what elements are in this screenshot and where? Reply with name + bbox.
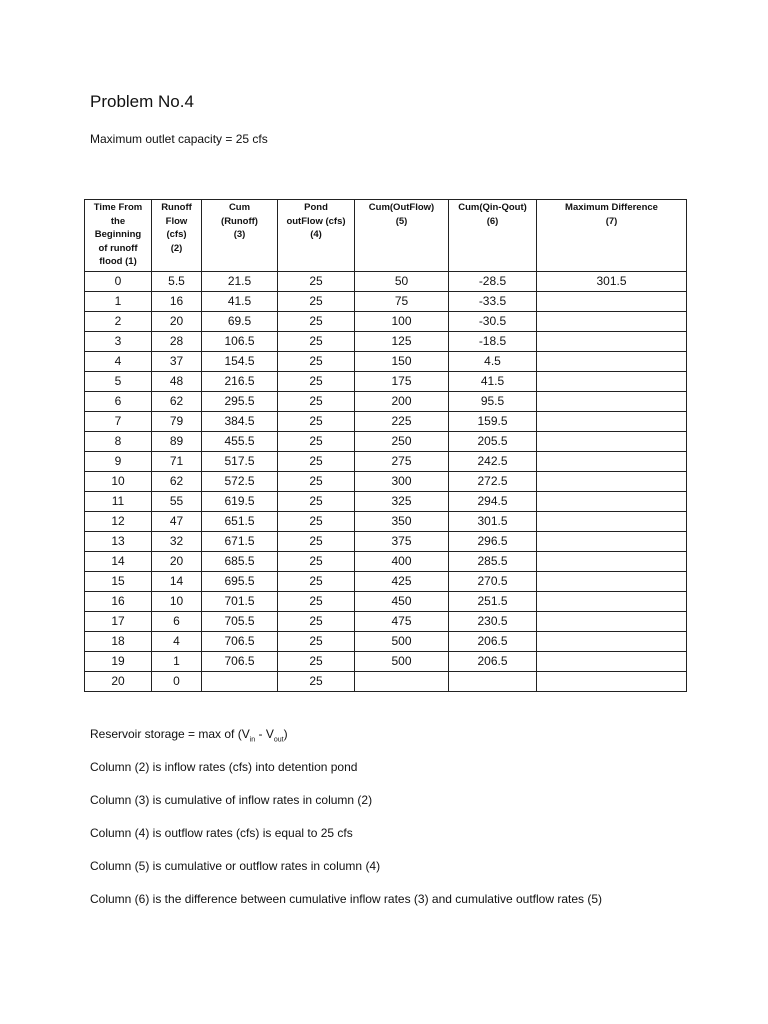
cell-cum-runoff: 619.5 xyxy=(202,492,278,512)
cell-runoff-flow: 14 xyxy=(152,572,202,592)
cell-cum-outflow: 350 xyxy=(355,512,449,532)
cell-cum-difference: -28.5 xyxy=(449,272,537,292)
notes xyxy=(90,726,730,924)
cell-cum-difference: 272.5 xyxy=(449,472,537,492)
table-row xyxy=(85,512,687,532)
cell-time: 14 xyxy=(85,552,152,572)
header-time: Time From the Beginning of runoff flood (1) xyxy=(85,200,152,272)
table-row xyxy=(85,552,687,572)
cell-cum-outflow: 125 xyxy=(355,332,449,352)
cell-runoff-flow: 28 xyxy=(152,332,202,352)
cell-time: 8 xyxy=(85,432,152,452)
table-row xyxy=(85,292,687,312)
cell-cum-runoff: 651.5 xyxy=(202,512,278,532)
cell-cum-difference: 294.5 xyxy=(449,492,537,512)
cell-max-difference xyxy=(537,532,687,552)
cell-max-difference xyxy=(537,312,687,332)
cell-pond-outflow: 25 xyxy=(278,292,355,312)
cell-runoff-flow: 89 xyxy=(152,432,202,452)
cell-max-difference xyxy=(537,512,687,532)
cell-time: 6 xyxy=(85,392,152,412)
cell-runoff-flow: 71 xyxy=(152,452,202,472)
cell-pond-outflow: 25 xyxy=(278,552,355,572)
cell-cum-outflow: 250 xyxy=(355,432,449,452)
cell-cum-outflow xyxy=(355,672,449,692)
cell-time: 18 xyxy=(85,632,152,652)
cell-max-difference xyxy=(537,592,687,612)
table-row xyxy=(85,372,687,392)
cell-cum-runoff: 705.5 xyxy=(202,612,278,632)
cell-cum-runoff: 701.5 xyxy=(202,592,278,612)
cell-cum-difference: 205.5 xyxy=(449,432,537,452)
table-row xyxy=(85,672,687,692)
cell-time: 2 xyxy=(85,312,152,332)
cell-pond-outflow: 25 xyxy=(278,412,355,432)
cell-cum-runoff xyxy=(202,672,278,692)
header-runoff-flow: Runoff Flow (cfs) (2) xyxy=(152,200,202,272)
cell-cum-runoff: 154.5 xyxy=(202,352,278,372)
table-row xyxy=(85,592,687,612)
cell-pond-outflow: 25 xyxy=(278,452,355,472)
data-table xyxy=(84,199,687,692)
cell-max-difference xyxy=(537,432,687,452)
cell-time: 5 xyxy=(85,372,152,392)
note-column-6: Column (6) is the difference between cumulative inflow rates (3) and cumulative outflow rates (5) xyxy=(90,892,603,906)
table-row xyxy=(85,412,687,432)
cell-pond-outflow: 25 xyxy=(278,612,355,632)
cell-max-difference xyxy=(537,572,687,592)
cell-runoff-flow: 62 xyxy=(152,472,202,492)
cell-cum-runoff: 671.5 xyxy=(202,532,278,552)
header-pond-outflow: Pond outFlow (cfs) (4) xyxy=(278,200,355,272)
cell-runoff-flow: 1 xyxy=(152,652,202,672)
table-row xyxy=(85,452,687,472)
cell-time: 10 xyxy=(85,472,152,492)
table-row xyxy=(85,652,687,672)
cell-max-difference xyxy=(537,612,687,632)
cell-time: 11 xyxy=(85,492,152,512)
cell-max-difference: 301.5 xyxy=(537,272,687,292)
cell-pond-outflow: 25 xyxy=(278,372,355,392)
cell-cum-outflow: 475 xyxy=(355,612,449,632)
header-row xyxy=(85,200,687,272)
cell-pond-outflow: 25 xyxy=(278,432,355,452)
cell-cum-runoff: 455.5 xyxy=(202,432,278,452)
cell-max-difference xyxy=(537,372,687,392)
table-row xyxy=(85,312,687,332)
header-max-difference: Maximum Difference (7) xyxy=(537,200,687,272)
cell-cum-difference: -18.5 xyxy=(449,332,537,352)
cell-runoff-flow: 47 xyxy=(152,512,202,532)
cell-time: 9 xyxy=(85,452,152,472)
table-row xyxy=(85,272,687,292)
cell-pond-outflow: 25 xyxy=(278,272,355,292)
cell-time: 7 xyxy=(85,412,152,432)
cell-pond-outflow: 25 xyxy=(278,332,355,352)
cell-runoff-flow: 20 xyxy=(152,552,202,572)
cell-pond-outflow: 25 xyxy=(278,492,355,512)
cell-pond-outflow: 25 xyxy=(278,592,355,612)
cell-max-difference xyxy=(537,292,687,312)
cell-cum-outflow: 50 xyxy=(355,272,449,292)
cell-pond-outflow: 25 xyxy=(278,392,355,412)
table-row xyxy=(85,432,687,452)
table-row xyxy=(85,392,687,412)
cell-runoff-flow: 79 xyxy=(152,412,202,432)
cell-max-difference xyxy=(537,652,687,672)
cell-cum-difference: 270.5 xyxy=(449,572,537,592)
cell-cum-outflow: 300 xyxy=(355,472,449,492)
cell-cum-runoff: 106.5 xyxy=(202,332,278,352)
cell-max-difference xyxy=(537,452,687,472)
cell-cum-runoff: 69.5 xyxy=(202,312,278,332)
cell-runoff-flow: 37 xyxy=(152,352,202,372)
cell-max-difference xyxy=(537,332,687,352)
cell-cum-runoff: 685.5 xyxy=(202,552,278,572)
cell-time: 17 xyxy=(85,612,152,632)
cell-cum-runoff: 706.5 xyxy=(202,632,278,652)
cell-time: 12 xyxy=(85,512,152,532)
cell-time: 16 xyxy=(85,592,152,612)
cell-runoff-flow: 4 xyxy=(152,632,202,652)
cell-time: 3 xyxy=(85,332,152,352)
cell-max-difference xyxy=(537,392,687,412)
note-column-4: Column (4) is outflow rates (cfs) is equal to 25 cfs xyxy=(90,826,353,840)
cell-cum-outflow: 500 xyxy=(355,632,449,652)
cell-time: 1 xyxy=(85,292,152,312)
header-cum-runoff: Cum (Runoff) (3) xyxy=(202,200,278,272)
cell-cum-runoff: 517.5 xyxy=(202,452,278,472)
cell-cum-difference: 296.5 xyxy=(449,532,537,552)
cell-cum-outflow: 275 xyxy=(355,452,449,472)
cell-runoff-flow: 0 xyxy=(152,672,202,692)
cell-cum-runoff: 695.5 xyxy=(202,572,278,592)
cell-max-difference xyxy=(537,352,687,372)
cell-runoff-flow: 5.5 xyxy=(152,272,202,292)
cell-runoff-flow: 6 xyxy=(152,612,202,632)
table-row xyxy=(85,612,687,632)
cell-cum-difference: 206.5 xyxy=(449,632,537,652)
cell-time: 13 xyxy=(85,532,152,552)
cell-max-difference xyxy=(537,672,687,692)
cell-cum-difference: 285.5 xyxy=(449,552,537,572)
cell-pond-outflow: 25 xyxy=(278,512,355,532)
cell-cum-outflow: 200 xyxy=(355,392,449,412)
cell-cum-difference: -30.5 xyxy=(449,312,537,332)
cell-pond-outflow: 25 xyxy=(278,652,355,672)
cell-max-difference xyxy=(537,492,687,512)
cell-cum-difference: 242.5 xyxy=(449,452,537,472)
table-row xyxy=(85,492,687,512)
note-storage: Reservoir storage = max of $(V_{in} - V_{out})$ xyxy=(90,727,288,744)
table-row xyxy=(85,472,687,492)
cell-cum-outflow: 400 xyxy=(355,552,449,572)
cell-cum-outflow: 150 xyxy=(355,352,449,372)
cell-time: 4 xyxy=(85,352,152,372)
cell-cum-outflow: 325 xyxy=(355,492,449,512)
cell-cum-runoff: 384.5 xyxy=(202,412,278,432)
cell-cum-difference: -33.5 xyxy=(449,292,537,312)
cell-cum-difference: 4.5 xyxy=(449,352,537,372)
note-column-2: Column (2) is inflow rates (cfs) into detention pond xyxy=(90,760,358,774)
cell-cum-difference: 301.5 xyxy=(449,512,537,532)
cell-max-difference xyxy=(537,412,687,432)
cell-time: 20 xyxy=(85,672,152,692)
capacity-statement: Maximum outlet capacity = 25 cfs xyxy=(90,132,268,146)
cell-cum-difference: 41.5 xyxy=(449,372,537,392)
cell-cum-outflow: 100 xyxy=(355,312,449,332)
cell-max-difference xyxy=(537,552,687,572)
cell-runoff-flow: 32 xyxy=(152,532,202,552)
cell-pond-outflow: 25 xyxy=(278,672,355,692)
cell-pond-outflow: 25 xyxy=(278,472,355,492)
cell-cum-outflow: 425 xyxy=(355,572,449,592)
table-row xyxy=(85,632,687,652)
table-row xyxy=(85,332,687,352)
table-row xyxy=(85,572,687,592)
cell-cum-runoff: 41.5 xyxy=(202,292,278,312)
header-cum-outflow: Cum(OutFlow) (5) xyxy=(355,200,449,272)
page-title: Problem No.4 xyxy=(90,92,194,111)
cell-runoff-flow: 10 xyxy=(152,592,202,612)
cell-cum-runoff: 21.5 xyxy=(202,272,278,292)
cell-pond-outflow: 25 xyxy=(278,312,355,332)
cell-cum-outflow: 175 xyxy=(355,372,449,392)
cell-cum-runoff: 295.5 xyxy=(202,392,278,412)
cell-cum-outflow: 375 xyxy=(355,532,449,552)
cell-runoff-flow: 62 xyxy=(152,392,202,412)
cell-max-difference xyxy=(537,632,687,652)
cell-cum-outflow: 75 xyxy=(355,292,449,312)
cell-cum-difference: 95.5 xyxy=(449,392,537,412)
cell-cum-difference: 206.5 xyxy=(449,652,537,672)
cell-pond-outflow: 25 xyxy=(278,632,355,652)
cell-cum-difference: 159.5 xyxy=(449,412,537,432)
cell-cum-difference xyxy=(449,672,537,692)
note-column-3: Column (3) is cumulative of inflow rates in column (2) xyxy=(90,793,373,807)
cell-cum-runoff: 216.5 xyxy=(202,372,278,392)
cell-time: 19 xyxy=(85,652,152,672)
header-cum-difference: Cum(Qin-Qout) (6) xyxy=(449,200,537,272)
cell-pond-outflow: 25 xyxy=(278,352,355,372)
note-column-5: Column (5) is cumulative or outflow rates in column (4) xyxy=(90,859,381,873)
cell-runoff-flow: 20 xyxy=(152,312,202,332)
cell-max-difference xyxy=(537,472,687,492)
table-body xyxy=(85,272,687,692)
cell-cum-runoff: 706.5 xyxy=(202,652,278,672)
cell-runoff-flow: 55 xyxy=(152,492,202,512)
cell-cum-outflow: 225 xyxy=(355,412,449,432)
cell-cum-difference: 251.5 xyxy=(449,592,537,612)
cell-runoff-flow: 16 xyxy=(152,292,202,312)
cell-cum-outflow: 500 xyxy=(355,652,449,672)
cell-pond-outflow: 25 xyxy=(278,532,355,552)
cell-cum-difference: 230.5 xyxy=(449,612,537,632)
cell-cum-outflow: 450 xyxy=(355,592,449,612)
cell-runoff-flow: 48 xyxy=(152,372,202,392)
cell-time: 0 xyxy=(85,272,152,292)
cell-pond-outflow: 25 xyxy=(278,572,355,592)
table-row xyxy=(85,532,687,552)
cell-time: 15 xyxy=(85,572,152,592)
cell-cum-runoff: 572.5 xyxy=(202,472,278,492)
table-row xyxy=(85,352,687,372)
